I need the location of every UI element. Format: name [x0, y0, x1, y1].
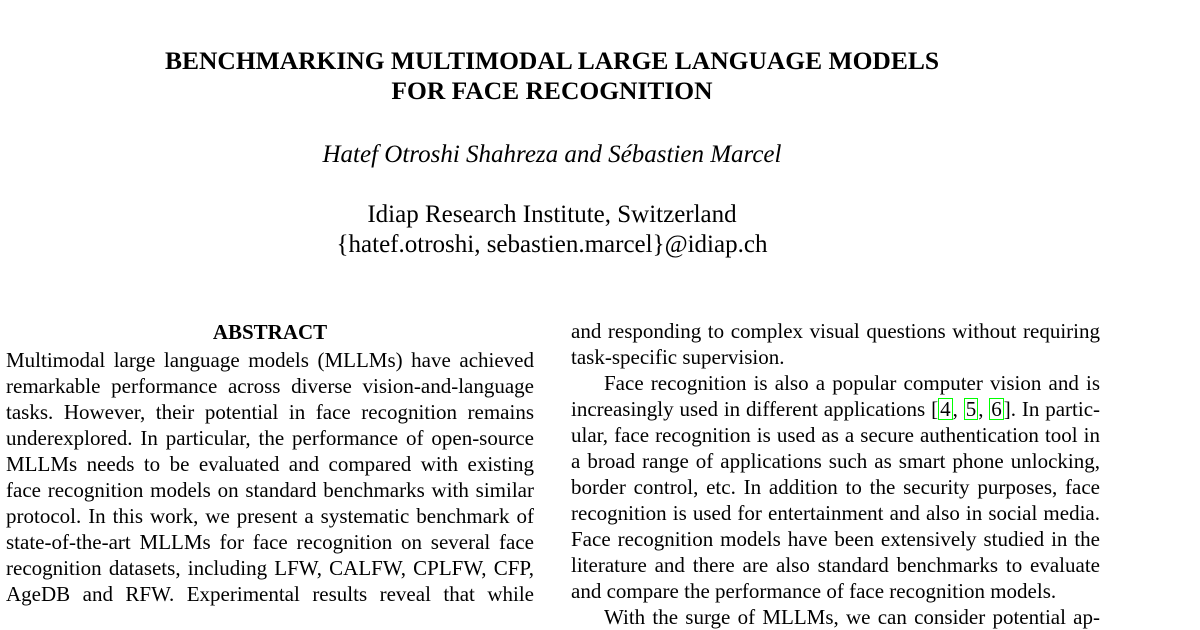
abstract-line: Multimodal large language models (MLLMs) have achieved — [6, 348, 534, 372]
body-line: Face recognition is also a popular computer vision and is — [604, 371, 1100, 395]
abstract-line: state-of-the-art MLLMs for face recognition on several face — [6, 530, 534, 554]
abstract-line: protocol. In this work, we present a systematic benchmark of — [6, 504, 534, 528]
abstract-line: MLLMs needs to be evaluated and compared with existing — [6, 452, 534, 476]
institution: Idiap Research Institute, Switzerland — [367, 201, 737, 228]
email-addresses: {hatef.otroshi, sebastien.marcel}@idiap.ch — [336, 231, 768, 258]
left-column — [6, 318, 534, 607]
abstract-line: face recognition models on standard benchmarks with similar — [6, 478, 534, 502]
body-line: ular, face recognition is used as a secure authentication tool in — [571, 423, 1100, 447]
abstract-line: remarkable performance across diverse vision-and-language — [6, 374, 534, 398]
body-line: Face recognition models have been extensively studied in the — [571, 527, 1100, 551]
citation-link[interactable]: 4 — [940, 397, 951, 421]
body-text-fragment: increasingly used in different applications — [571, 397, 932, 421]
affiliation — [0, 200, 1104, 260]
abstract-text — [6, 347, 534, 607]
body-line: literature and there are also standard benchmarks to evaluate — [571, 553, 1100, 577]
title-line-2: FOR FACE RECOGNITION — [391, 76, 713, 105]
citation-link[interactable]: 5 — [965, 397, 977, 421]
paper-title — [0, 46, 1104, 106]
citation-link[interactable]: 6 — [991, 397, 1002, 421]
abstract-line: underexplored. In particular, the performance of open-source — [6, 426, 534, 450]
body-line: and compare the performance of face recognition models. — [571, 579, 1057, 603]
body-line: task-specific supervision. — [571, 345, 785, 369]
citation-separator: , — [952, 397, 964, 421]
abstract-line: AgeDB and RFW. Experimental results reveal that while — [6, 582, 534, 606]
title-line-1: BENCHMARKING MULTIMODAL LARGE LANGUAGE MODELS — [164, 46, 940, 75]
abstract-line: tasks. However, their potential in face recognition remains — [6, 400, 534, 424]
citation-bracket-open: [ — [931, 397, 939, 421]
body-line-with-citations — [571, 396, 1100, 422]
body-line: With the surge of MLLMs, we can consider potential ap- — [604, 605, 1100, 629]
body-line: border control, etc. In addition to the security purposes, face — [571, 475, 1100, 499]
body-text-fragment: . In partic- — [1010, 397, 1101, 421]
body-line: and responding to complex visual questions without requiring — [571, 319, 1100, 343]
abstract-line: recognition datasets, including LFW, CALFW, CPLFW, CFP, — [6, 556, 534, 580]
intro-text — [571, 318, 1100, 630]
author-names: Hatef Otroshi Shahreza and Sébastien Marcel — [322, 141, 782, 168]
body-line: recognition is used for entertainment and also in social media. — [571, 501, 1100, 525]
citation-bracket-close: ] — [1003, 397, 1011, 421]
body-line: a broad range of applications such as smart phone unlocking, — [571, 449, 1100, 473]
right-column — [571, 318, 1100, 630]
citation-separator: , — [978, 397, 990, 421]
abstract-heading: ABSTRACT — [212, 320, 328, 344]
